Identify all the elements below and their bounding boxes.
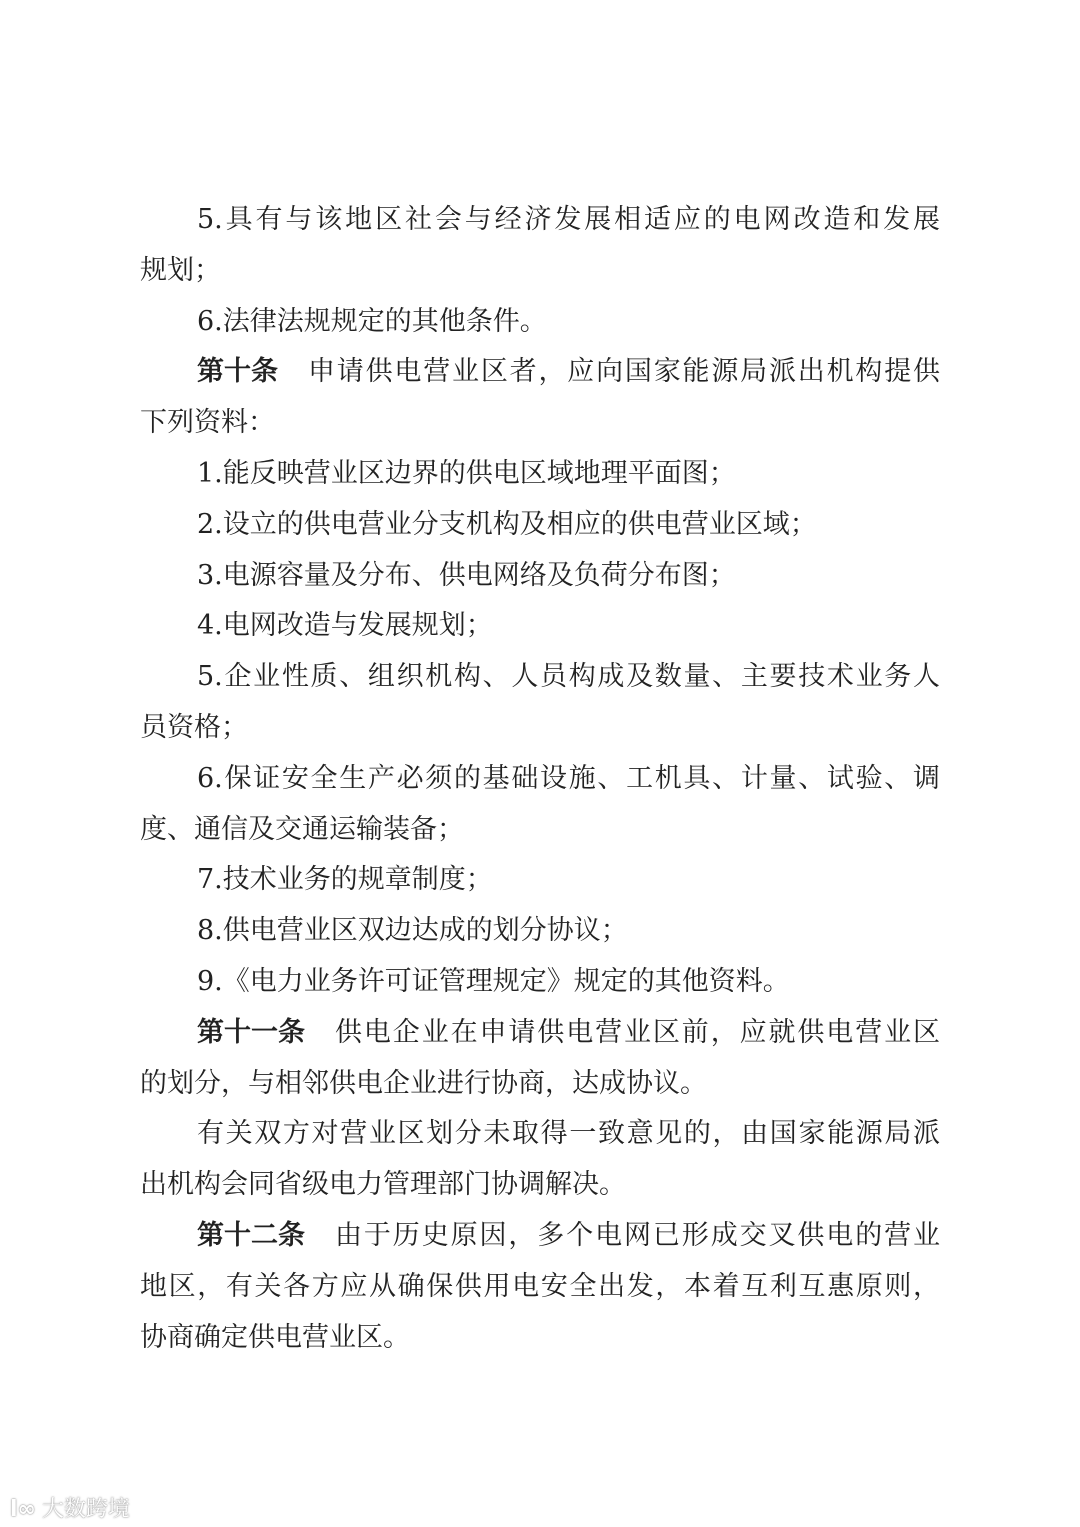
line-text: 度、通信及交通运输装备； (140, 813, 464, 845)
line-text: 3.电源容量及分布、供电网络及负荷分布图； (197, 559, 736, 591)
article-paragraph (140, 1008, 940, 1110)
text-line (140, 1008, 940, 1059)
paragraph (140, 855, 940, 906)
text-line (140, 1160, 940, 1211)
article-paragraph (140, 347, 940, 449)
line-text: 1.能反映营业区边界的供电区域地理平面图； (197, 457, 736, 489)
paragraph (140, 551, 940, 602)
line-text: 8.供电营业区双边达成的划分协议； (197, 915, 628, 947)
text-line (140, 652, 940, 703)
line-text: 7.技术业务的规章制度； (197, 864, 493, 896)
article-heading: 第十二条 (197, 1219, 305, 1251)
text-line (140, 601, 940, 652)
line-text: 由于历史原因，多个电网已形成交叉供电的营业 (335, 1219, 940, 1251)
text-line (140, 1262, 940, 1313)
line-text: 有关双方对营业区划分未取得一致意见的，由国家能源局派 (197, 1118, 940, 1150)
line-text: 4.电网改造与发展规划； (197, 610, 493, 642)
watermark-text: 大数跨境 (41, 1497, 130, 1522)
line-text: 5.企业性质、组织机构、人员构成及数量、主要技术业务人 (197, 661, 940, 693)
watermark (10, 1492, 130, 1523)
text-line (140, 297, 940, 348)
line-text: 地区，有关各方应从确保供用电安全出发，本着互利互惠原则， (140, 1270, 940, 1302)
line-text: 5.具有与该地区社会与经济发展相适应的电网改造和发展 (197, 204, 940, 235)
text-line (140, 703, 940, 754)
paragraph (140, 754, 940, 856)
paragraph (140, 195, 940, 297)
text-line (140, 1059, 940, 1110)
paragraph (140, 297, 940, 348)
line-text: 下列资料： (140, 407, 275, 439)
line-text: 申请供电营业区者，应向国家能源局派出机构提供 (308, 356, 940, 388)
watermark-logo-icon: l∞ (10, 1497, 36, 1522)
paragraph (140, 957, 940, 1008)
paragraph (140, 449, 940, 500)
text-line (140, 246, 940, 297)
text-line (140, 1211, 940, 1262)
line-text: 员资格； (140, 711, 248, 743)
line-text: 9.《电力业务许可证管理规定》规定的其他资料。 (197, 965, 790, 997)
text-line (140, 1109, 940, 1160)
paragraph (140, 500, 940, 551)
article-heading: 第十一条 (197, 1016, 305, 1048)
line-text: 2.设立的供电营业分支机构及相应的供电营业区域； (197, 508, 817, 540)
document-body (140, 195, 940, 1363)
line-text: 6.法律法规规定的其他条件。 (197, 305, 547, 337)
line-text: 6.保证安全生产必须的基础设施、工机具、计量、试验、调 (197, 762, 940, 794)
article-heading: 第十条 (197, 356, 278, 388)
line-text: 协商确定供电营业区。 (140, 1321, 410, 1353)
text-line (140, 957, 940, 1008)
text-line (140, 551, 940, 602)
text-line (140, 754, 940, 805)
text-line (140, 347, 940, 398)
line-text: 的划分，与相邻供电企业进行协商，达成协议。 (140, 1067, 707, 1099)
paragraph (140, 1109, 940, 1211)
line-text: 出机构会同省级电力管理部门协调解决。 (140, 1169, 626, 1201)
paragraph (140, 652, 940, 754)
text-line (140, 855, 940, 906)
text-line (140, 195, 940, 246)
line-text: 规划； (140, 254, 221, 286)
text-line (140, 398, 940, 449)
line-text: 供电企业在申请供电营业区前，应就供电营业区 (335, 1016, 940, 1048)
paragraph (140, 601, 940, 652)
paragraph (140, 906, 940, 957)
text-line (140, 906, 940, 957)
text-line (140, 500, 940, 551)
text-line (140, 449, 940, 500)
article-paragraph (140, 1211, 940, 1363)
text-line (140, 1313, 940, 1364)
text-line (140, 805, 940, 856)
